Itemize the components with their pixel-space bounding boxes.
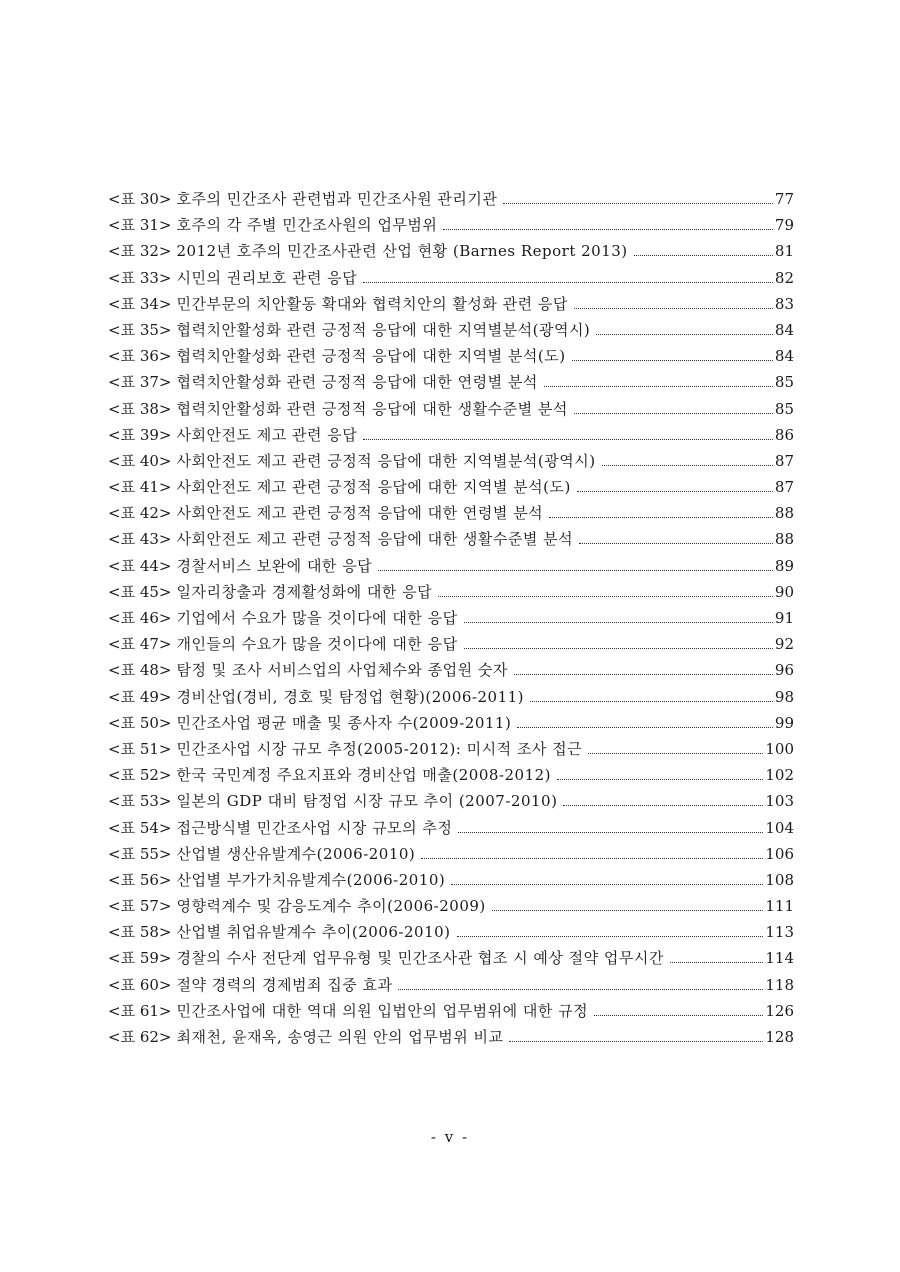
- toc-entry-page: 114: [765, 949, 794, 968]
- toc-entry-title: 한국 국민계정 주요지표와 경비산업 매출(2008-2012): [176, 766, 552, 785]
- toc-entry-title: 산업별 생산유발계수(2006-2010): [176, 844, 416, 863]
- dot-leader: [574, 413, 773, 414]
- toc-entry-label: <표 46>: [108, 609, 172, 627]
- toc-entry-page: 84: [774, 320, 794, 339]
- toc-entry[interactable]: [108, 788, 794, 814]
- toc-entry-label: <표 36>: [108, 347, 172, 366]
- toc-entry-title: 협력치안활성화 관련 긍정적 응답에 대한 생활수준별 분석: [176, 399, 568, 418]
- toc-entry[interactable]: [108, 238, 794, 264]
- toc-entry-page: 100: [765, 739, 794, 758]
- toc-entry[interactable]: [108, 945, 794, 971]
- dot-leader: [443, 229, 773, 230]
- toc-entry-label: <표 55>: [108, 844, 172, 863]
- toc-entry-page: 92: [774, 635, 794, 654]
- dot-leader: [438, 596, 773, 597]
- dot-leader: [579, 543, 773, 544]
- toc-entry-title: 민간부문의 치안활동 확대와 협력치안의 활성화 관련 응답: [176, 294, 568, 313]
- toc-entry-label: <표 40>: [108, 451, 172, 470]
- toc-entry[interactable]: [108, 265, 794, 291]
- toc-entry-label: <표 38>: [108, 399, 172, 418]
- toc-entry[interactable]: [108, 396, 794, 422]
- toc-entry-title: 영향력계수 및 감응도계수 추이(2006-2009): [176, 897, 486, 916]
- toc-entry-title: 경찰서비스 보완에 대한 응답: [176, 556, 373, 575]
- toc-entry[interactable]: [108, 212, 794, 238]
- toc-entry-page: 126: [765, 1001, 794, 1020]
- toc-entry[interactable]: [108, 762, 794, 788]
- toc-entry-label: <표 59>: [108, 949, 172, 968]
- toc-entry-page: 118: [765, 975, 794, 994]
- toc-entry-label: <표 51>: [108, 739, 172, 758]
- toc-entry-page: 104: [765, 818, 794, 837]
- toc-entry-title: 사회안전도 제고 관련 응답: [176, 425, 358, 444]
- toc-entry-label: <표 60>: [108, 975, 172, 994]
- dot-leader: [464, 622, 773, 623]
- dot-leader: [421, 858, 763, 859]
- dot-leader: [509, 1041, 763, 1042]
- toc-entry-page: 111: [765, 897, 794, 916]
- toc-entry-title: 호주의 민간조사 관련법과 민간조사원 관리기관: [176, 190, 498, 208]
- toc-entry-title: 개인들의 수요가 많을 것이다에 대한 응답: [176, 635, 458, 654]
- dot-leader: [572, 360, 773, 361]
- toc-entry-label: <표 48>: [108, 661, 172, 680]
- dot-leader: [557, 779, 763, 780]
- toc-entry-label: <표 31>: [108, 216, 172, 235]
- toc-entry-label: <표 62>: [108, 1028, 172, 1046]
- dot-leader: [588, 753, 763, 754]
- toc-entry[interactable]: [108, 841, 794, 867]
- dot-leader: [503, 203, 773, 204]
- toc-entry-label: <표 42>: [108, 504, 172, 523]
- dot-leader: [596, 334, 773, 335]
- dot-leader: [544, 386, 773, 387]
- dot-leader: [577, 491, 773, 492]
- toc-entry-label: <표 39>: [108, 425, 172, 444]
- dot-leader: [594, 1015, 763, 1016]
- toc-entry-page: 87: [774, 451, 794, 470]
- toc-entry-label: <표 53>: [108, 792, 172, 811]
- dot-leader: [363, 439, 773, 440]
- toc-entry-page: 79: [774, 216, 794, 235]
- toc-entry[interactable]: [108, 448, 794, 474]
- dot-leader: [634, 255, 773, 256]
- toc-entry-title: 기업에서 수요가 많을 것이다에 대한 응답: [176, 609, 458, 627]
- toc-entry[interactable]: [108, 500, 794, 526]
- toc-entry-page: 85: [774, 399, 794, 418]
- toc-entry[interactable]: [108, 998, 794, 1024]
- toc-entry-page: 89: [774, 556, 794, 575]
- dot-leader: [458, 832, 763, 833]
- toc-entry[interactable]: [108, 631, 794, 657]
- toc-entry-title: 협력치안활성화 관련 긍정적 응답에 대한 지역별분석(광역시): [176, 320, 591, 339]
- dot-leader: [492, 910, 764, 911]
- toc-entry-page: 113: [765, 923, 794, 942]
- toc-entry-title: 일본의 GDP 대비 탐정업 시장 규모 추이 (2007-2010): [176, 792, 558, 811]
- dot-leader: [517, 727, 773, 728]
- toc-entry[interactable]: [108, 1024, 794, 1050]
- toc-entry-title: 일자리창출과 경제활성화에 대한 응답: [176, 582, 433, 601]
- dot-leader: [549, 517, 773, 518]
- dot-leader: [530, 701, 773, 702]
- toc-entry-label: <표 32>: [108, 242, 172, 261]
- toc-entry-title: 2012년 호주의 민간조사관련 산업 현황 (Barnes Report 2013): [176, 242, 628, 261]
- toc-entry-label: <표 34>: [108, 294, 172, 313]
- toc-entry-page: 108: [765, 870, 794, 889]
- toc-entry-title: 산업별 취업유발계수 추이(2006-2010): [176, 923, 451, 942]
- dot-leader: [378, 570, 773, 571]
- toc-entry-page: 86: [774, 425, 794, 444]
- toc-entry-title: 협력치안활성화 관련 긍정적 응답에 대한 지역별 분석(도): [176, 347, 566, 366]
- toc-entry-title: 접근방식별 민간조사업 시장 규모의 추정: [176, 818, 453, 837]
- toc-entry[interactable]: [108, 657, 794, 683]
- toc-entry-title: 산업별 부가가치유발계수(2006-2010): [176, 870, 446, 889]
- toc-entry-page: 83: [774, 294, 794, 313]
- toc-entry-page: 102: [765, 766, 794, 785]
- toc-entry-title: 협력치안활성화 관련 긍정적 응답에 대한 연령별 분석: [176, 373, 538, 392]
- toc-entry-title: 사회안전도 제고 관련 긍정적 응답에 대한 지역별분석(광역시): [176, 451, 596, 470]
- toc-entry[interactable]: [108, 579, 794, 605]
- toc-entry-page: 91: [774, 609, 794, 627]
- toc-entry-title: 경찰의 수사 전단계 업무유형 및 민간조사관 협조 시 예상 절약 업무시간: [176, 949, 664, 968]
- toc-entry[interactable]: [108, 710, 794, 736]
- toc-entry-label: <표 54>: [108, 818, 172, 837]
- dot-leader: [574, 308, 773, 309]
- dot-leader: [457, 936, 764, 937]
- toc-entry[interactable]: [108, 919, 794, 945]
- toc-entry-label: <표 56>: [108, 870, 172, 889]
- dot-leader: [670, 962, 763, 963]
- toc-entry[interactable]: [108, 369, 794, 395]
- dot-leader: [464, 648, 773, 649]
- toc-entry-title: 호주의 각 주별 민간조사원의 업무범위: [176, 216, 438, 235]
- toc-entry-page: 84: [774, 347, 794, 366]
- toc-entry[interactable]: [108, 291, 794, 317]
- toc-entry-label: <표 37>: [108, 373, 172, 392]
- toc-entry[interactable]: [108, 815, 794, 841]
- toc-entry-label: <표 61>: [108, 1001, 172, 1020]
- toc-entry-label: <표 33>: [108, 268, 172, 287]
- toc-entry-label: <표 50>: [108, 713, 172, 732]
- toc-entry-title: 민간조사업 시장 규모 추정(2005-2012): 미시적 조사 접근: [176, 739, 583, 758]
- toc-entry-page: 106: [765, 844, 794, 863]
- toc-entry-label: <표 47>: [108, 635, 172, 654]
- toc-entry-title: 민간조사업 평균 매출 및 종사자 수(2009-2011): [176, 713, 512, 732]
- dot-leader: [514, 674, 773, 675]
- toc-entry-title: 탐정 및 조사 서비스업의 사업체수와 종업원 숫자: [176, 661, 508, 680]
- toc-entry-label: <표 41>: [108, 478, 172, 497]
- toc-entry-page: 81: [774, 242, 794, 261]
- toc-entry[interactable]: [108, 474, 794, 500]
- toc-entry[interactable]: [108, 186, 794, 212]
- toc-entry-label: <표 45>: [108, 582, 172, 601]
- toc-entry-label: <표 35>: [108, 320, 172, 339]
- toc-entry-title: 최재천, 윤재옥, 송영근 의원 안의 업무범위 비교: [176, 1028, 504, 1046]
- toc-entry-page: 128: [765, 1028, 794, 1046]
- toc-entry-title: 사회안전도 제고 관련 긍정적 응답에 대한 연령별 분석: [176, 504, 544, 523]
- dot-leader: [563, 805, 763, 806]
- toc-entry[interactable]: [108, 343, 794, 369]
- toc-entry-page: 103: [765, 792, 794, 811]
- toc-entry-page: 98: [774, 687, 794, 706]
- toc-entry-title: 시민의 권리보호 관련 응답: [176, 268, 358, 287]
- dot-leader: [602, 465, 773, 466]
- table-of-tables: [108, 186, 794, 1050]
- toc-entry-page: 99: [774, 713, 794, 732]
- toc-entry[interactable]: [108, 317, 794, 343]
- dot-leader: [398, 989, 763, 990]
- toc-entry-page: 85: [774, 373, 794, 392]
- toc-entry[interactable]: [108, 553, 794, 579]
- toc-entry-label: <표 43>: [108, 530, 172, 549]
- toc-entry[interactable]: [108, 422, 794, 448]
- toc-entry[interactable]: [108, 605, 794, 631]
- toc-entry[interactable]: [108, 893, 794, 919]
- toc-entry-page: 77: [774, 190, 794, 208]
- toc-entry-label: <표 58>: [108, 923, 172, 942]
- toc-entry-label: <표 57>: [108, 897, 172, 916]
- toc-entry-title: 사회안전도 제고 관련 긍정적 응답에 대한 생활수준별 분석: [176, 530, 574, 549]
- toc-entry-title: 민간조사업에 대한 역대 의원 입법안의 업무범위에 대한 규정: [176, 1001, 589, 1020]
- toc-entry-label: <표 52>: [108, 766, 172, 785]
- toc-entry-label: <표 49>: [108, 687, 172, 706]
- toc-entry-title: 경비산업(경비, 경호 및 탐정업 현황)(2006-2011): [176, 687, 525, 706]
- toc-entry-page: 96: [774, 661, 794, 680]
- toc-entry[interactable]: [108, 867, 794, 893]
- toc-entry[interactable]: [108, 736, 794, 762]
- toc-entry-label: <표 44>: [108, 556, 172, 575]
- toc-entry-title: 절약 경력의 경제범죄 집중 효과: [176, 975, 393, 994]
- toc-entry-label: <표 30>: [108, 190, 172, 208]
- toc-entry[interactable]: [108, 684, 794, 710]
- page-number: - v -: [430, 1128, 470, 1146]
- toc-entry-page: 88: [774, 504, 794, 523]
- toc-entry[interactable]: [108, 526, 794, 552]
- toc-entry-page: 87: [774, 478, 794, 497]
- toc-entry[interactable]: [108, 972, 794, 998]
- dot-leader: [451, 884, 763, 885]
- dot-leader: [363, 282, 773, 283]
- toc-entry-page: 90: [774, 582, 794, 601]
- toc-entry-page: 82: [774, 268, 794, 287]
- toc-entry-page: 88: [774, 530, 794, 549]
- toc-entry-title: 사회안전도 제고 관련 긍정적 응답에 대한 지역별 분석(도): [176, 478, 571, 497]
